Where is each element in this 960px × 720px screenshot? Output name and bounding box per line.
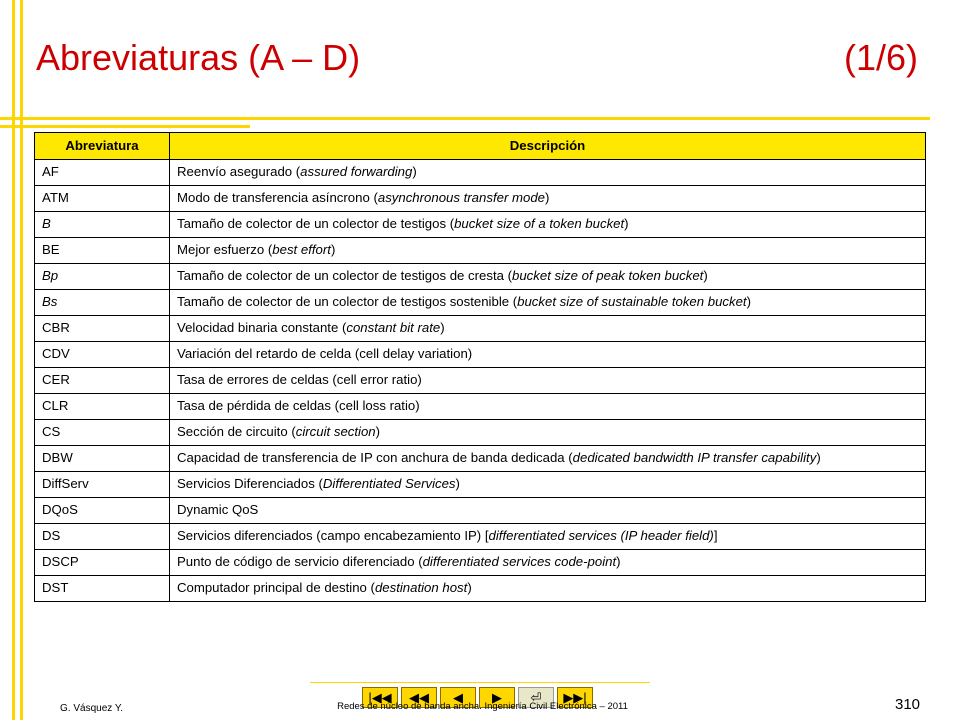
- english-term: Differentiated Services: [322, 476, 456, 491]
- table-row: [35, 342, 926, 368]
- first-icon: |◀◀: [368, 690, 392, 705]
- footer-rule: [310, 682, 650, 683]
- description-text: ): [455, 476, 460, 491]
- description-text: Punto de código de servicio diferenciado (: [177, 554, 423, 569]
- description-text: Capacidad de transferencia de IP con anchura de banda dedicada (: [177, 450, 573, 465]
- english-term: constant bit rate: [346, 320, 441, 335]
- slide-title: Abreviaturas (A – D): [36, 37, 361, 78]
- abbreviation-cell: Bp: [35, 264, 170, 290]
- slide-part-indicator: (1/6): [844, 37, 919, 78]
- description-text: ]: [713, 528, 718, 543]
- description-text: Velocidad binaria constante (: [177, 320, 347, 335]
- description-cell: [170, 264, 926, 290]
- description-cell: [170, 446, 926, 472]
- description-text: ): [703, 268, 708, 283]
- english-term: assured forwarding: [300, 164, 413, 179]
- description-text: Sección de circuito (: [177, 424, 296, 439]
- english-term: destination host: [374, 580, 468, 595]
- decorative-horizontal-rule-long: [0, 117, 930, 120]
- abbreviation-cell: CDV: [35, 342, 170, 368]
- table-row: [35, 316, 926, 342]
- table-row: [35, 472, 926, 498]
- description-text: ): [467, 580, 472, 595]
- description-text: Tasa de errores de celdas (cell error ratio): [177, 372, 422, 387]
- table-header-row: [35, 133, 926, 160]
- abbreviation-cell: AF: [35, 160, 170, 186]
- abbreviations-table: [34, 132, 926, 602]
- table-row: [35, 550, 926, 576]
- abbreviation-cell: CLR: [35, 394, 170, 420]
- abbreviation-cell: CBR: [35, 316, 170, 342]
- table-row: [35, 368, 926, 394]
- description-text: ): [330, 242, 336, 257]
- description-cell: [170, 368, 926, 394]
- return-icon: ⏎: [530, 690, 542, 705]
- description-cell: [170, 342, 926, 368]
- description-text: Dynamic QoS: [177, 502, 259, 517]
- description-text: Tamaño de colector de un colector de testigos sostenible (: [177, 294, 518, 309]
- description-cell: [170, 420, 926, 446]
- table-row: [35, 186, 926, 212]
- description-cell: [170, 290, 926, 316]
- english-term: differentiated services code-point: [422, 554, 617, 569]
- description-cell: [170, 316, 926, 342]
- description-text: Reenvío asegurado (: [177, 164, 301, 179]
- table-row: [35, 524, 926, 550]
- abbreviation-cell: DSCP: [35, 550, 170, 576]
- author-name: G. Vásquez Y.: [60, 703, 124, 714]
- decorative-horizontal-rule-short: [0, 125, 250, 128]
- table-row: [35, 420, 926, 446]
- abbreviation-cell: ATM: [35, 186, 170, 212]
- description-cell: [170, 394, 926, 420]
- english-term: asynchronous transfer mode: [377, 190, 545, 205]
- table-row: [35, 238, 926, 264]
- description-text: ): [746, 294, 752, 309]
- description-text: ): [616, 554, 621, 569]
- abbreviation-cell: DiffServ: [35, 472, 170, 498]
- description-text: Mejor esfuerzo (: [177, 242, 273, 257]
- footer-course-text: Redes de núcleo de banda ancha. Ingeniería Civil Electrónica – 2011: [337, 701, 628, 712]
- description-cell: [170, 186, 926, 212]
- previous-icon: ◀: [453, 690, 463, 705]
- abbreviation-cell: DST: [35, 576, 170, 602]
- description-text: Tamaño de colector de un colector de testigos (: [177, 216, 455, 231]
- abbreviation-cell: Bs: [35, 290, 170, 316]
- description-text: Variación del retardo de celda (cell delay variation): [177, 346, 473, 361]
- column-header-description: Descripción: [170, 133, 926, 160]
- english-term: bucket size of sustainable token bucket: [517, 294, 747, 309]
- description-text: ): [545, 190, 550, 205]
- english-term: dedicated bandwidth IP transfer capability: [572, 450, 817, 465]
- description-text: Computador principal de destino (: [177, 580, 375, 595]
- abbreviation-cell: CER: [35, 368, 170, 394]
- description-text: Tamaño de colector de un colector de testigos de cresta (: [177, 268, 512, 283]
- table-row: [35, 160, 926, 186]
- description-cell: [170, 550, 926, 576]
- abbreviation-cell: DS: [35, 524, 170, 550]
- table-row: [35, 446, 926, 472]
- abbreviation-cell: DQoS: [35, 498, 170, 524]
- table-row: [35, 498, 926, 524]
- description-text: ): [624, 216, 629, 231]
- english-term: bucket size of a token bucket: [454, 216, 625, 231]
- table-row: [35, 212, 926, 238]
- back-icon: ◀◀: [409, 690, 429, 705]
- english-term: differentiated services (IP header field): [488, 528, 714, 543]
- description-cell: [170, 472, 926, 498]
- description-cell: [170, 576, 926, 602]
- description-text: Servicios Diferenciados (: [177, 476, 323, 491]
- description-text: ): [816, 450, 821, 465]
- abbreviation-cell: BE: [35, 238, 170, 264]
- table-row: [35, 264, 926, 290]
- description-cell: [170, 524, 926, 550]
- description-cell: [170, 238, 926, 264]
- column-header-abbreviation: Abreviatura: [35, 133, 170, 160]
- english-term: bucket size of peak token bucket: [512, 268, 704, 283]
- table-row: [35, 576, 926, 602]
- abbreviation-cell: B: [35, 212, 170, 238]
- abbreviation-cell: CS: [35, 420, 170, 446]
- description-text: Modo de transferencia asíncrono (: [177, 190, 378, 205]
- description-cell: [170, 160, 926, 186]
- decorative-vertical-rule-right: [20, 0, 23, 720]
- table-body: [35, 160, 926, 602]
- english-term: circuit section: [295, 424, 376, 439]
- next-icon: ▶: [492, 690, 502, 705]
- table-row: [35, 394, 926, 420]
- description-text: ): [412, 164, 417, 179]
- description-text: Tasa de pérdida de celdas (cell loss ratio): [177, 398, 420, 413]
- description-cell: [170, 212, 926, 238]
- description-text: Servicios diferenciados (campo encabezamiento IP) [: [177, 528, 489, 543]
- decorative-vertical-rule-left: [12, 0, 15, 720]
- page-number: 310: [895, 696, 921, 713]
- table-row: [35, 290, 926, 316]
- description-text: ): [375, 424, 381, 439]
- description-text: ): [440, 320, 445, 335]
- last-icon: ▶▶|: [563, 690, 587, 705]
- description-cell: [170, 498, 926, 524]
- english-term: best effort: [272, 242, 331, 257]
- abbreviation-cell: DBW: [35, 446, 170, 472]
